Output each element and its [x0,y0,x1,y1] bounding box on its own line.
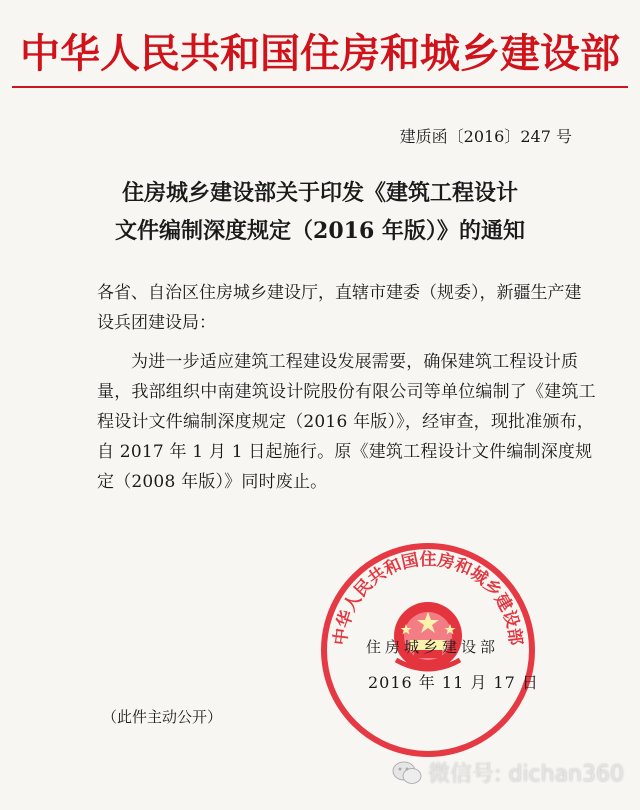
issuing-organization: 住房城乡建设部 [366,638,500,656]
document-number: 建质函〔2016〕247 号 [399,127,572,146]
addressees: 各省、自治区住房城乡建设厅，直辖市建委（规委），新疆生产建设兵团建设局： [97,283,582,333]
issue-date: 2016 年 11 月 17 日 [368,673,539,692]
watermark-text: 微信号: dichan360 [428,762,624,787]
seal-arc-text: 中华人民共和国住房和城乡建设部 [330,550,526,647]
title-line-2: 文件编制深度规定（2016 年版）》的通知 [115,218,525,244]
title-line-1: 住房城乡建设部关于印发《建筑工程设计 [121,180,518,206]
public-disclosure-note: （此件主动公开） [102,708,223,726]
wechat-icon [392,760,422,786]
wechat-watermark [392,757,624,788]
header-divider [12,86,628,88]
ministry-header: 中华人民共和国住房和城乡建设部 [20,30,620,77]
body-paragraph: 为进一步适应建筑工程建设发展需要，确保建筑工程设计质量，我部组织中南建筑设计院股份有限公司等单位编制了《建筑工程设计文件编制深度规定（2016 年版）》，经审查，现批准颁布，自 2017 年 1 月 1 日起施行。原《建筑工程设计文件编制深度规定（2008 年版）》同时废止。 [97,352,596,492]
